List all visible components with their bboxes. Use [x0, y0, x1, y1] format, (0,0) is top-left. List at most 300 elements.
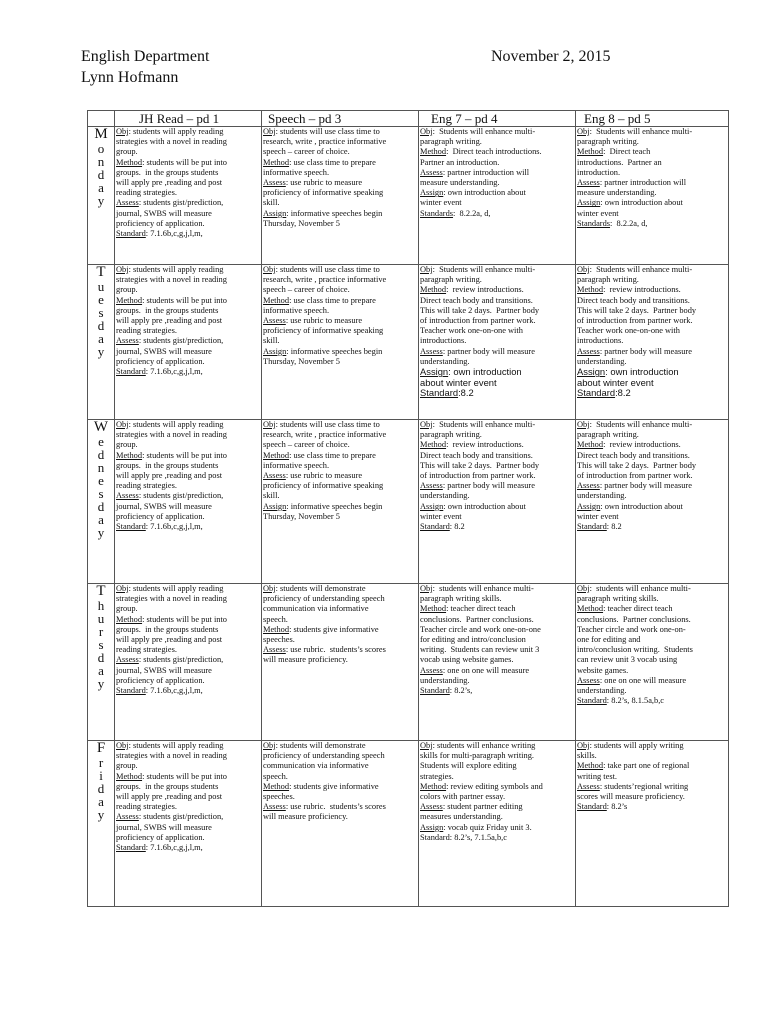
lesson-line	[577, 625, 727, 635]
lesson-line	[420, 676, 574, 686]
lesson-cell	[576, 420, 729, 584]
lesson-text: : Students will enhance multi-	[589, 420, 693, 429]
lesson-text: : student partner editing	[442, 802, 523, 812]
lesson-text: : teacher direct teach	[603, 604, 673, 614]
lesson-line	[116, 336, 260, 346]
lesson-label: Method	[116, 614, 143, 624]
lesson-line	[116, 481, 260, 491]
lesson-cell	[419, 127, 576, 265]
lesson-text: about winter event	[577, 376, 654, 388]
lesson-text: : students gist/prediction,	[138, 491, 224, 501]
lesson-label: Standard	[577, 387, 616, 399]
lesson-text: This will take 2 days. Partner body	[420, 460, 540, 470]
lesson-line	[116, 594, 260, 604]
lesson-text: informative speech.	[263, 460, 330, 470]
lesson-line	[116, 491, 260, 501]
lesson-line	[116, 158, 260, 168]
lesson-line	[263, 655, 417, 665]
lesson-label: Assess	[116, 655, 139, 665]
lesson-label: Method	[577, 285, 604, 295]
lesson-text: journal, SWBS will measure	[116, 346, 212, 356]
lesson-line	[116, 666, 260, 676]
lesson-text: research, write , practice informative	[263, 275, 387, 285]
lesson-text: proficiency of application.	[116, 356, 205, 366]
lesson-line	[263, 782, 417, 792]
lesson-text: strategies with a novel in reading	[116, 137, 227, 147]
lesson-text: : use class time to prepare	[289, 450, 376, 460]
lesson-label: Standard	[116, 686, 146, 696]
lesson-text: will apply pre ,reading and post	[116, 635, 223, 645]
lesson-text: understanding.	[420, 675, 470, 685]
lesson-line	[420, 686, 574, 696]
lesson-text: proficiency of application.	[116, 675, 205, 685]
lesson-text: Teacher circle and work one-on-	[577, 624, 686, 634]
lesson-line	[263, 451, 417, 461]
lesson-line	[577, 451, 727, 461]
lesson-text: informative speech.	[263, 305, 330, 315]
lesson-text: : one on one will measure	[442, 665, 530, 675]
lesson-text: : use rubric. students’s scores	[285, 645, 386, 655]
lesson-text: : Students will enhance multi-	[432, 420, 536, 429]
lesson-line	[420, 147, 574, 157]
lesson-text: understanding.	[420, 491, 470, 501]
lesson-line	[577, 316, 727, 326]
lesson-line	[577, 741, 727, 751]
lesson-cell	[576, 127, 729, 265]
day-label-cell	[88, 420, 115, 584]
lesson-line	[420, 802, 574, 812]
lesson-text: scores will measure proficiency.	[577, 792, 685, 802]
lesson-text: : review introductions.	[446, 440, 524, 450]
lesson-text: : students gist/prediction,	[138, 198, 224, 208]
lesson-text: proficiency of informative speaking	[263, 188, 384, 198]
lesson-text: : 8.2	[606, 522, 622, 532]
lesson-label: Assess	[263, 645, 286, 655]
lesson-text: reading strategies.	[116, 188, 177, 198]
day-row	[88, 127, 729, 265]
day-row	[88, 420, 729, 584]
lesson-label: Method	[116, 157, 143, 167]
lesson-line	[263, 594, 417, 604]
lesson-line	[577, 696, 727, 706]
lesson-line	[420, 158, 574, 168]
lesson-text: group.	[116, 761, 138, 771]
lesson-line	[116, 420, 260, 430]
lesson-line	[420, 502, 574, 512]
lesson-line	[263, 430, 417, 440]
lesson-text: : 8.2’s,	[449, 686, 473, 696]
lesson-line	[420, 451, 574, 461]
lesson-cell	[419, 420, 576, 584]
lesson-text: : informative speeches begin	[286, 346, 383, 356]
lesson-cell	[576, 741, 729, 907]
lesson-line	[420, 761, 574, 771]
lesson-text: Partner an introduction.	[420, 157, 500, 167]
lesson-text: : students’regional writing	[599, 781, 689, 791]
lesson-text: proficiency of application.	[116, 511, 205, 521]
lesson-text: : 8.2’s	[606, 802, 628, 812]
lesson-text: : own introduction about	[600, 501, 683, 511]
lesson-text: skill.	[263, 336, 280, 346]
lesson-text: : one on one will measure	[599, 675, 687, 685]
lesson-label: Method	[263, 295, 290, 305]
lesson-text: : students will enhance multi-	[432, 584, 534, 593]
lesson-text: groups. in the groups students	[116, 305, 219, 315]
lesson-line	[116, 296, 260, 306]
lesson-line	[577, 676, 727, 686]
lesson-line	[420, 812, 574, 822]
lesson-text: journal, SWBS will measure	[116, 208, 212, 218]
lesson-label: Standards	[420, 208, 454, 218]
lesson-text: : use rubric to measure	[285, 178, 363, 188]
lesson-label: Assess	[263, 316, 286, 326]
lesson-line	[263, 209, 417, 219]
lesson-label: Assess	[263, 471, 286, 481]
header-row	[88, 111, 729, 127]
day-label-cell	[88, 127, 115, 265]
lesson-line	[420, 615, 574, 625]
lesson-text: reading strategies.	[116, 802, 177, 812]
day-name: W e d n e s d a y	[93, 419, 109, 540]
lesson-cell	[262, 741, 419, 907]
lesson-text: : use rubric to measure	[285, 471, 363, 481]
lesson-line	[420, 137, 574, 147]
lesson-label: Standard	[577, 802, 607, 812]
lesson-label: Standard	[420, 686, 450, 696]
lesson-text: of introduction from partner work.	[577, 316, 693, 326]
lesson-text: : informative speeches begin	[286, 208, 383, 218]
lesson-label: Assign	[420, 366, 449, 378]
lesson-label: Assess	[116, 491, 139, 501]
lesson-cell	[115, 420, 262, 584]
lesson-line	[420, 336, 574, 346]
lesson-label: Assess	[116, 812, 139, 822]
lesson-line	[263, 285, 417, 295]
lesson-text: Thursday, November 5	[263, 356, 340, 366]
lesson-label: Obj	[263, 741, 276, 750]
lesson-line	[116, 782, 260, 792]
lesson-line	[116, 461, 260, 471]
lesson-line	[577, 666, 727, 676]
lesson-text: introductions. Partner an	[577, 157, 662, 167]
lesson-line	[116, 802, 260, 812]
lesson-line	[420, 772, 574, 782]
lesson-cell	[115, 127, 262, 265]
lesson-text: : students will apply reading	[128, 127, 224, 136]
lesson-text: : students will apply reading	[128, 265, 224, 274]
lesson-label: Standard	[420, 387, 459, 399]
day-row	[88, 741, 729, 907]
lesson-text: paragraph writing.	[420, 275, 482, 285]
lesson-line	[577, 336, 727, 346]
lesson-line	[116, 229, 260, 239]
lesson-line	[577, 137, 727, 147]
lesson-label: Obj	[577, 127, 590, 136]
lesson-line	[420, 296, 574, 306]
lesson-text: colors with partner essay.	[420, 792, 506, 802]
lesson-text: informative speech.	[263, 167, 330, 177]
lesson-text: communication via informative	[263, 761, 369, 771]
lesson-line	[577, 275, 727, 285]
lesson-label: Standard	[577, 522, 607, 532]
lesson-line	[577, 522, 727, 532]
lesson-line	[116, 615, 260, 625]
lesson-line	[116, 198, 260, 208]
lesson-label: Method	[263, 450, 290, 460]
lesson-text: : own introduction about	[600, 198, 683, 208]
lesson-text: : partner body will measure	[442, 346, 535, 356]
lesson-line	[420, 461, 574, 471]
lesson-cell	[419, 584, 576, 741]
lesson-line	[577, 584, 727, 594]
lesson-label: Obj	[577, 584, 590, 593]
day-name: T u e s d a y	[96, 264, 106, 359]
lesson-text: : 7.1.6b,c,g,j,l,m,	[145, 686, 203, 696]
lesson-line	[263, 158, 417, 168]
lesson-text: introductions.	[577, 336, 624, 346]
lesson-text: reading strategies.	[116, 481, 177, 491]
lesson-text: This will take 2 days. Partner body	[577, 305, 697, 315]
lesson-cell	[262, 420, 419, 584]
lesson-cell	[115, 741, 262, 907]
day-name: T h u r s d a y	[96, 583, 106, 691]
lesson-line	[116, 676, 260, 686]
lesson-line	[420, 209, 574, 219]
lesson-line	[116, 833, 260, 843]
lesson-text: : students will apply writing	[589, 741, 684, 750]
lesson-text: Thursday, November 5	[263, 511, 340, 521]
department-title: English Department	[81, 48, 210, 65]
lesson-text: speeches.	[263, 635, 295, 645]
lesson-text: Direct teach body and transitions.	[577, 295, 690, 305]
lesson-line	[263, 741, 417, 751]
lesson-label: Obj	[116, 265, 129, 274]
lesson-line	[116, 471, 260, 481]
lesson-text: : review introductions.	[446, 285, 524, 295]
day-row	[88, 584, 729, 741]
lesson-text: : students gist/prediction,	[138, 336, 224, 346]
lesson-text: groups. in the groups students	[116, 624, 219, 634]
lesson-line	[420, 420, 574, 430]
lesson-line	[263, 792, 417, 802]
lesson-text: : take part one of regional	[603, 761, 690, 771]
lesson-text: strategies with a novel in reading	[116, 275, 227, 285]
lesson-line	[420, 316, 574, 326]
lesson-line	[577, 265, 727, 275]
lesson-text: : use class time to prepare	[289, 295, 376, 305]
lesson-text: reading strategies.	[116, 326, 177, 336]
lesson-line	[116, 686, 260, 696]
lesson-label: Method	[577, 604, 604, 614]
lesson-label: Assess	[420, 167, 443, 177]
lesson-text: :8.2	[458, 387, 474, 399]
lesson-text: speech.	[263, 614, 288, 624]
lesson-line	[577, 751, 727, 761]
lesson-line	[420, 188, 574, 198]
lesson-text: writing test.	[577, 771, 618, 781]
lesson-line	[420, 604, 574, 614]
lesson-text: : partner body will measure	[599, 481, 692, 491]
lesson-line	[577, 285, 727, 295]
lesson-line	[116, 440, 260, 450]
lesson-text: research, write , practice informative	[263, 430, 387, 440]
lesson-label: Assign	[577, 198, 601, 208]
lesson-label: Obj	[116, 741, 129, 750]
lesson-label: Method	[577, 440, 604, 450]
lesson-line	[577, 178, 727, 188]
lesson-text: : 7.1.6b,c,g,j,l,m,	[145, 229, 203, 239]
lesson-text: proficiency of understanding speech	[263, 751, 385, 761]
lesson-cell	[262, 127, 419, 265]
lesson-text: Direct teach body and transitions.	[420, 295, 533, 305]
lesson-line	[577, 782, 727, 792]
lesson-line	[263, 812, 417, 822]
lesson-cell	[419, 741, 576, 907]
lesson-label: Assess	[420, 481, 443, 491]
lesson-text: speeches.	[263, 792, 295, 802]
lesson-text: winter event	[577, 511, 619, 521]
lesson-text: : review introductions.	[603, 440, 681, 450]
lesson-label: Obj	[263, 127, 276, 136]
lesson-text: introductions.	[420, 336, 467, 346]
lesson-text: : students will use class time to	[275, 127, 380, 136]
lesson-text: speech – career of choice.	[263, 285, 350, 295]
lesson-label: Standard	[420, 522, 450, 532]
lesson-text: strategies with a novel in reading	[116, 594, 227, 604]
lesson-line	[577, 645, 727, 655]
lesson-text: : 7.1.6b,c,g,j,l,m,	[145, 522, 203, 532]
lesson-label: Obj	[263, 584, 276, 593]
lesson-label: Obj	[577, 420, 590, 429]
lesson-line	[263, 635, 417, 645]
lesson-text: can review unit 3 vocab using	[577, 655, 678, 665]
lesson-text: Direct teach body and transitions.	[420, 450, 533, 460]
column-header: Speech – pd 3	[262, 111, 419, 127]
lesson-text: will apply pre ,reading and post	[116, 471, 223, 481]
lesson-line	[577, 604, 727, 614]
lesson-text: groups. in the groups students	[116, 167, 219, 177]
lesson-label: Method	[420, 285, 447, 295]
lesson-cell	[576, 584, 729, 741]
lesson-text: : students will demonstrate	[275, 584, 366, 593]
lesson-label: Assess	[116, 198, 139, 208]
lesson-line	[263, 761, 417, 771]
lesson-text: journal, SWBS will measure	[116, 501, 212, 511]
lesson-label: Method	[420, 147, 447, 157]
lesson-line	[577, 461, 727, 471]
lesson-line	[577, 188, 727, 198]
lesson-text: : 8.2	[449, 522, 465, 532]
day-name: F r i d a y	[96, 740, 106, 822]
lesson-line	[116, 812, 260, 822]
lesson-cell	[115, 584, 262, 741]
lesson-text: paragraph writing skills.	[577, 594, 659, 604]
lesson-text: intro/conclusion writing. Students	[577, 645, 693, 655]
lesson-text: speech – career of choice.	[263, 440, 350, 450]
lesson-cell	[576, 265, 729, 420]
lesson-label: Standard	[116, 229, 146, 239]
lesson-line	[577, 512, 727, 522]
lesson-label: Obj	[420, 584, 433, 593]
lesson-text: conclusions. Partner conclusions.	[577, 614, 691, 624]
day-label-cell	[88, 584, 115, 741]
lesson-text: : partner body will measure	[599, 346, 692, 356]
lesson-text: Thursday, November 5	[263, 218, 340, 228]
lesson-line	[263, 751, 417, 761]
lesson-line	[263, 584, 417, 594]
lesson-text: paragraph writing.	[420, 137, 482, 147]
lesson-label: Assess	[263, 802, 286, 812]
lesson-text: : informative speeches begin	[286, 501, 383, 511]
lesson-label: Assign	[577, 501, 601, 511]
lesson-text: proficiency of informative speaking	[263, 326, 384, 336]
lesson-text: : students will be put into	[142, 295, 227, 305]
lesson-plan-table	[87, 110, 729, 907]
lesson-label: Assign	[420, 822, 444, 832]
lesson-line	[116, 655, 260, 665]
lesson-text: Teacher work one-on-one with	[420, 326, 523, 336]
lesson-cell	[115, 265, 262, 420]
lesson-text: : students gist/prediction,	[138, 812, 224, 822]
lesson-line	[263, 802, 417, 812]
lesson-line	[116, 326, 260, 336]
lesson-line	[420, 430, 574, 440]
lesson-label: Obj	[263, 420, 276, 429]
lesson-text: : students will apply reading	[128, 741, 224, 750]
lesson-label: Assign	[263, 208, 287, 218]
lesson-text: winter event	[577, 208, 619, 218]
lesson-text: vocab using website games.	[420, 655, 514, 665]
lesson-line	[116, 502, 260, 512]
lesson-line	[577, 296, 727, 306]
lesson-line	[420, 285, 574, 295]
lesson-text: groups. in the groups students	[116, 781, 219, 791]
lesson-label: Method	[263, 781, 290, 791]
lesson-text: writing. Students can review unit 3	[420, 645, 540, 655]
lesson-text: : Students will enhance multi-	[432, 127, 536, 136]
lesson-line	[263, 491, 417, 501]
lesson-line	[577, 388, 727, 399]
lesson-text: group.	[116, 604, 138, 614]
lesson-label: Method	[420, 604, 447, 614]
lesson-line	[420, 491, 574, 501]
lesson-line	[263, 296, 417, 306]
lesson-text: understanding.	[577, 491, 627, 501]
lesson-text: skill.	[263, 491, 280, 501]
lesson-label: Standard	[577, 696, 607, 706]
lesson-label: Obj	[420, 741, 433, 750]
lesson-line	[116, 275, 260, 285]
lesson-line	[263, 615, 417, 625]
lesson-line	[263, 357, 417, 367]
lesson-label: Standard	[116, 367, 146, 377]
lesson-label: Assess	[577, 481, 600, 491]
lesson-text: : Direct teach	[603, 147, 651, 157]
lesson-line	[263, 137, 417, 147]
lesson-text: speech.	[263, 771, 288, 781]
lesson-line	[116, 843, 260, 853]
lesson-text: : review introductions.	[603, 285, 681, 295]
lesson-label: Assign	[420, 188, 444, 198]
lesson-label: Method	[116, 295, 143, 305]
lesson-text: website games.	[577, 665, 629, 675]
lesson-line	[263, 625, 417, 635]
lesson-line	[116, 584, 260, 594]
lesson-text: winter event	[420, 511, 462, 521]
lesson-text: proficiency of application.	[116, 832, 205, 842]
lesson-label: Obj	[420, 420, 433, 429]
lesson-line	[116, 306, 260, 316]
